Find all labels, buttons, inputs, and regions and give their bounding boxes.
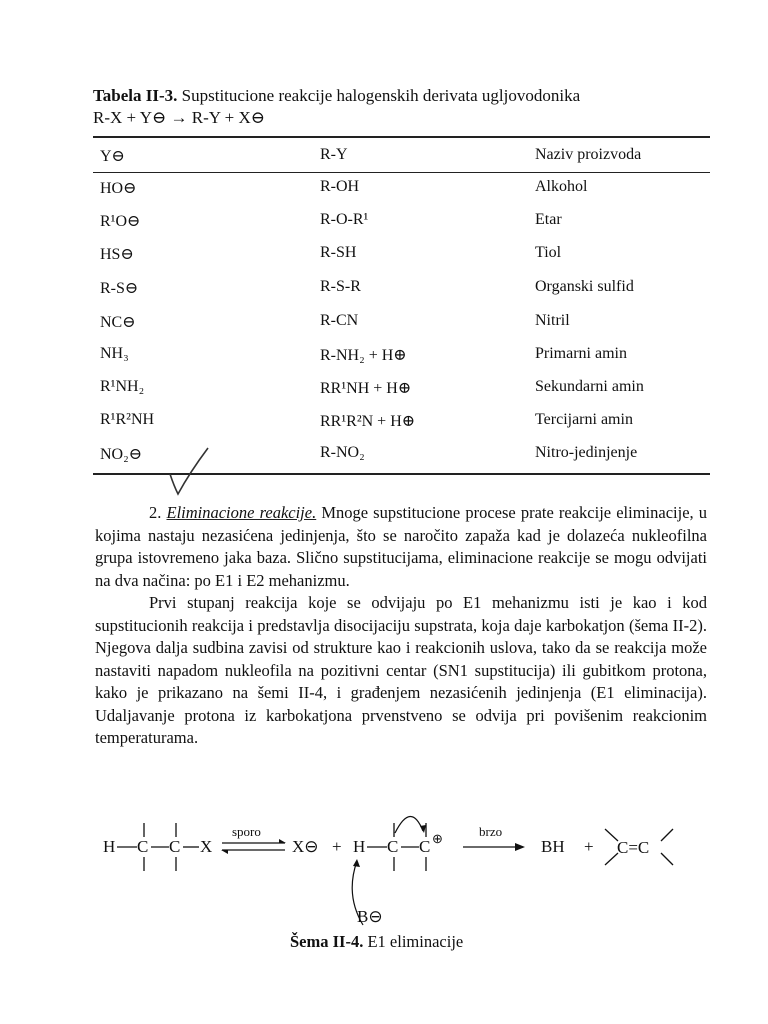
scheme-caption-label: Šema II-4. <box>290 932 364 951</box>
table-cell: R-CN <box>320 312 359 329</box>
table-header-rule <box>93 172 710 173</box>
paragraph-1-text: Mnoge supstitucione procese prate reakcije eliminacije, u kojima nastaju nezasićena jedinjenja, što se naročito zapaža kad je dolazeća nukleofilna grupa istovremeno jaka baza. Slično supstitucijama, eliminacione reakcije se mogu odvijati na dva načina: po E1 i E2 mehanizmu. <box>95 503 707 590</box>
section-term: Eliminacione reakcije. <box>166 503 317 522</box>
reaction-scheme <box>95 795 695 945</box>
table-cell: R-S⊖ <box>100 280 139 297</box>
body-text <box>95 502 707 750</box>
table-cell: R-O-R¹ <box>320 211 369 228</box>
table-cell: HS⊖ <box>100 246 134 263</box>
table-cell: R-OH <box>320 178 360 195</box>
table-cell: R¹R²NH <box>100 411 155 428</box>
paragraph-eliminations <box>95 502 707 592</box>
scheme-caption <box>290 932 463 952</box>
table-cell: NC⊖ <box>100 314 136 331</box>
table-cell: Sekundarni amin <box>535 378 644 395</box>
table-cell: R-SH <box>320 244 357 261</box>
general-equation: R-X + Y⊖ → R-Y + X⊖ <box>93 108 266 127</box>
section-number: 2. <box>149 503 167 522</box>
table-cell: R¹NH₂ <box>100 378 145 395</box>
header-nucleophile: Y⊖ <box>100 148 125 165</box>
scheme-x-atom: X <box>200 837 213 856</box>
base-ion: B⊖ <box>357 907 383 926</box>
plus-sign: + <box>332 837 342 856</box>
scheme-h-atom: H <box>103 837 116 856</box>
header-product-name: Naziv proizvoda <box>535 146 642 163</box>
table-cell: RR¹NH + H⊕ <box>320 380 412 397</box>
table-cell: Tercijarni amin <box>535 411 633 428</box>
table-caption-text: Supstitucione reakcije halogenskih derivata ugljovodonika <box>177 86 581 105</box>
table-cell: Alkohol <box>535 178 588 195</box>
table-cell: Etar <box>535 211 562 228</box>
table-cell: Organski sulfid <box>535 278 634 295</box>
table-cell: Nitril <box>535 312 570 329</box>
scheme-caption-text: E1 eliminacije <box>363 932 464 951</box>
table-cell: RR¹R²N + H⊕ <box>320 413 416 430</box>
alkene-product: C=C <box>617 838 650 857</box>
scheme-c-atom: C <box>169 837 181 856</box>
plus-sign: + <box>584 837 594 856</box>
table-cell: R-NO₂ <box>320 444 365 461</box>
table-cell: R¹O⊖ <box>100 213 141 230</box>
table-caption <box>93 86 580 106</box>
header-product: R-Y <box>320 146 348 163</box>
table-cell: Nitro-jedinjenje <box>535 444 638 461</box>
scheme-c-atom: C <box>137 837 149 856</box>
scheme-h-atom: H <box>353 837 366 856</box>
table-cell: Primarni amin <box>535 345 627 362</box>
table-cell: NH₃ <box>100 345 129 362</box>
slow-label: sporo <box>232 824 261 839</box>
table-caption-label: Tabela II-3. <box>93 86 178 105</box>
table-cell: R-S-R <box>320 278 361 295</box>
cation-charge: ⊕ <box>432 831 443 846</box>
product-bh: BH <box>541 837 565 856</box>
paragraph-e1-mechanism: Prvi stupanj reakcija koje se odvijaju po E1 mehanizmu isti je kao i kod supstitucionih reakcija i predstavlja disocijaciju supstrata, koja daje karbokatjon (šema II-2). Njegova dalja sudbina zavisi od strukture kao i reakcionih uslova, tako da se reakcija može nastaviti napadom nukleofila na pozitivni centar (SN1 supstitucija) ili gubitkom protona, kako je prikazano na šemi II-4, i građenjem nezasićenih jedinjenja (E1 eliminacija). Udaljavanje protona iz karbokatjona prvenstveno se odvija pri povišenim reakcionim temperaturama. <box>95 593 707 747</box>
leaving-group-ion: X⊖ <box>292 837 319 856</box>
check-mark-icon <box>168 446 212 498</box>
table-cell: R-NH₂ + H⊕ <box>320 347 407 364</box>
table-top-rule <box>93 136 710 138</box>
table-cell: NO₂⊖ <box>100 446 143 463</box>
fast-label: brzo <box>479 824 503 839</box>
table-cell: HO⊖ <box>100 180 137 197</box>
table-cell: Tiol <box>535 244 562 261</box>
scheme-c-atom: C <box>387 837 399 856</box>
scheme-c-atom: C <box>419 837 431 856</box>
